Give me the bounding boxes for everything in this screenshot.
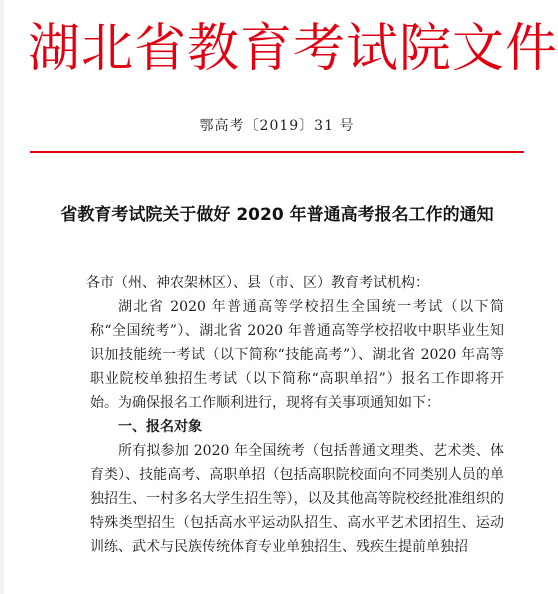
- red-divider-line: [30, 151, 524, 153]
- section-1-paragraph: 所有拟参加 2020 年全国统考（包括普通文理类、艺术类、体育类）、技能高考、高职单招（包括高职院校面向不同类别人员的单独招生、一村多名大学生招生等），以及其他高等院校经批准组织的特殊类型招生（包括高水平运动队招生、高水平艺术团招生、运动训练、武术与民族传统体育专业单独招生、残疾生提前单独招: [90, 443, 504, 555]
- intro-paragraph: 湖北省 2020 年普通高等学校招生全国统一考试（以下简称“全国统考”）、湖北省 2020 年普通高等学校招收中职毕业生知识加技能统一考试（以下简称“技能高考”）、湖北省 2020 年高等职业院校单独招生考试（以下简称“高职单招”）报名工作即将开始。为确保报名工作顺利进行，现将有关事项通知如下：: [90, 299, 504, 411]
- section-heading-1: 一、报名对象: [118, 419, 202, 435]
- document-body: [86, 271, 504, 559]
- page-left-edge: [0, 0, 4, 594]
- document-number: 鄂高考〔2019〕31 号: [199, 118, 355, 134]
- masthead-title: 湖北省教育考试院文件: [28, 19, 558, 79]
- notice-title: 省教育考试院关于做好 2020 年普通高考报名工作的通知: [60, 205, 494, 225]
- salutation-line: 各市（州、神农架林区）、县（市、区）教育考试机构：: [86, 275, 429, 291]
